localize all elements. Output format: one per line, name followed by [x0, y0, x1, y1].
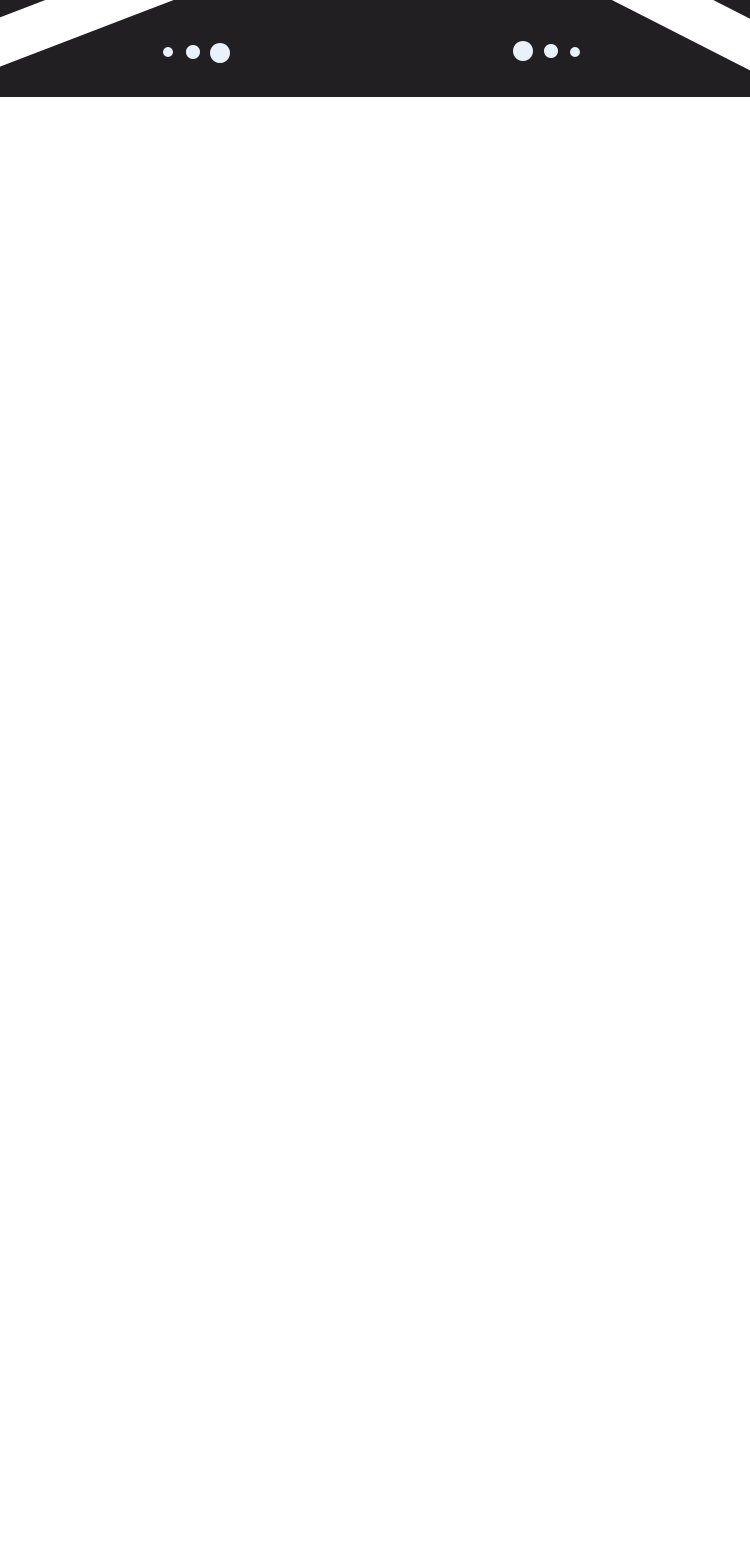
decorative-dot-icon: [544, 44, 558, 58]
diagonal-stripe-right: [530, 0, 750, 97]
trip-curve-plot: [0, 535, 430, 985]
trip-curve-chart: [0, 535, 430, 985]
decorative-dot-icon: [163, 47, 173, 57]
decorative-dot-icon: [513, 41, 533, 61]
decorative-dot-icon: [210, 43, 230, 63]
banner: [0, 0, 750, 97]
decorative-dot-icon: [570, 47, 580, 57]
decorative-dot-icon: [186, 45, 200, 59]
